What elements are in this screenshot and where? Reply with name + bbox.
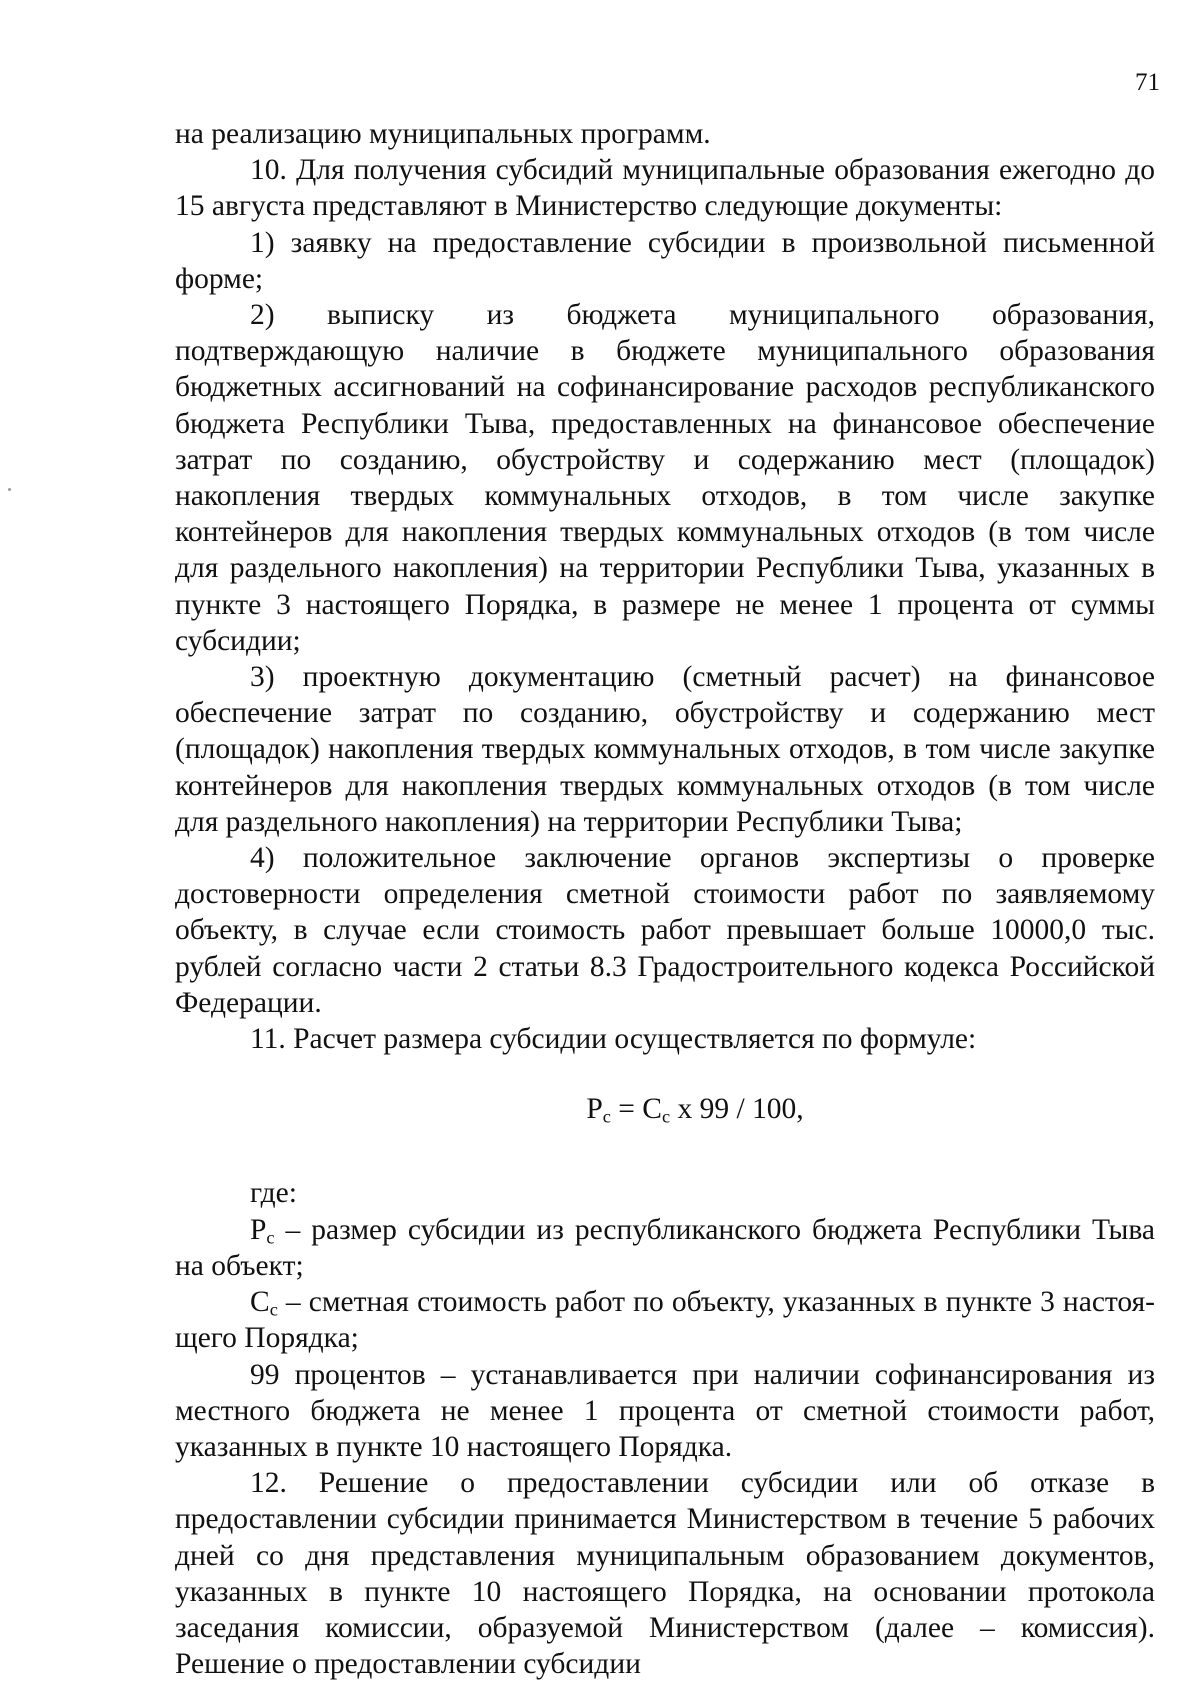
scan-speck bbox=[8, 488, 11, 491]
list-item-1: 1) заявку на предоставление субсидии в произвольной письменной форме; bbox=[175, 226, 1155, 295]
definition-pc bbox=[175, 1212, 1155, 1284]
definition-cc-text: – сметная стоимость работ по объекту, указанных в пункте 3 настоящего Порядка; bbox=[175, 1286, 1155, 1355]
definition-pc-subscript: c bbox=[266, 1227, 275, 1248]
paragraph-item-12: 12. Решение о предоставлении субсидии или об отказе в предоставлении субсидии принимается Министерством в течение 5 рабочих дней со дня представления муниципальным образованием документов, указанных в пункте 10 настоящего Порядка, на основании протокола заседания комиссии, образуемой Министерством (далее – комиссия). Решение о предоставлении субсидии bbox=[175, 1467, 1155, 1681]
formula-rest: x 99 / 100, bbox=[670, 1093, 804, 1126]
paragraph-99-percent: 99 процентов – устанавливается при наличии софинансирования из местного бюджета не менее 1 процента от сметной стоимости работ, указанных в пункте 10 настоящего Порядка. bbox=[175, 1358, 1155, 1463]
document-body bbox=[175, 116, 1155, 1682]
list-item-4: 4) положительное заключение органов экспертизы о проверке достоверности определения сметной стоимости работ по заявляемому объекту, в случае если стоимость работ превышает больше 10000,0 тыс. рублей согласно части 2 статьи 8.3 Градостроительного кодекса Российской Федерации. bbox=[175, 842, 1155, 1019]
definition-cc-symbol: C bbox=[250, 1286, 270, 1319]
definition-cc bbox=[175, 1284, 1155, 1356]
paragraph-item-10: 10. Для получения субсидий муниципальные образования ежегодно до 15 августа представляют в Министерство следующие документы: bbox=[175, 154, 1155, 223]
formula-p-subscript: c bbox=[602, 1106, 611, 1127]
paragraph-item-11: 11. Расчет размера субсидии осуществляется по формуле: bbox=[250, 1023, 977, 1056]
page-number: 71 bbox=[1135, 69, 1160, 96]
definition-pc-symbol: P bbox=[250, 1213, 267, 1246]
subsidy-formula bbox=[175, 1091, 1155, 1127]
paragraph-continuation: на реализацию муниципальных программ. bbox=[175, 118, 711, 150]
formula-c-subscript: c bbox=[661, 1106, 671, 1127]
formula-equals: = bbox=[610, 1093, 643, 1126]
where-label: где: bbox=[250, 1177, 297, 1210]
definition-cc-subscript: c bbox=[269, 1299, 278, 1320]
list-item-2: 2) выписку из бюджета муниципального образования, подтверждающую наличие в бюджете муниципального образования бюджетных ассигнований на софинансирование расходов республиканского бюджета Республики Тыва, предоставленных на финансовое обеспечение затрат по созданию, обустройству и содержанию мест (площадок) накопления твердых коммунальных отходов, в том числе закупке контейнеров для накопления твердых коммунальных отходов (в том числе для раздельного накопления) на территории Республики Тыва, указанных в пункте 3 настоящего Порядка, в размере не менее 1 процента от суммы субсидии; bbox=[175, 299, 1155, 657]
definition-pc-text: – размер субсидии из республиканского бюджета Республики Тыва на объект; bbox=[175, 1213, 1155, 1282]
list-item-3: 3) проектную документацию (сметный расчет) на финансовое обеспечение затрат по созданию, обустройству и содержанию мест (площадок) накопления твердых коммунальных отходов, в том числе закупке контейнеров для накопления твердых коммунальных отходов (в том числе для раздельного накопления) на территории Республики Тыва; bbox=[175, 661, 1155, 838]
formula-p-symbol: P bbox=[586, 1093, 603, 1126]
formula-c-symbol: C bbox=[642, 1093, 662, 1126]
